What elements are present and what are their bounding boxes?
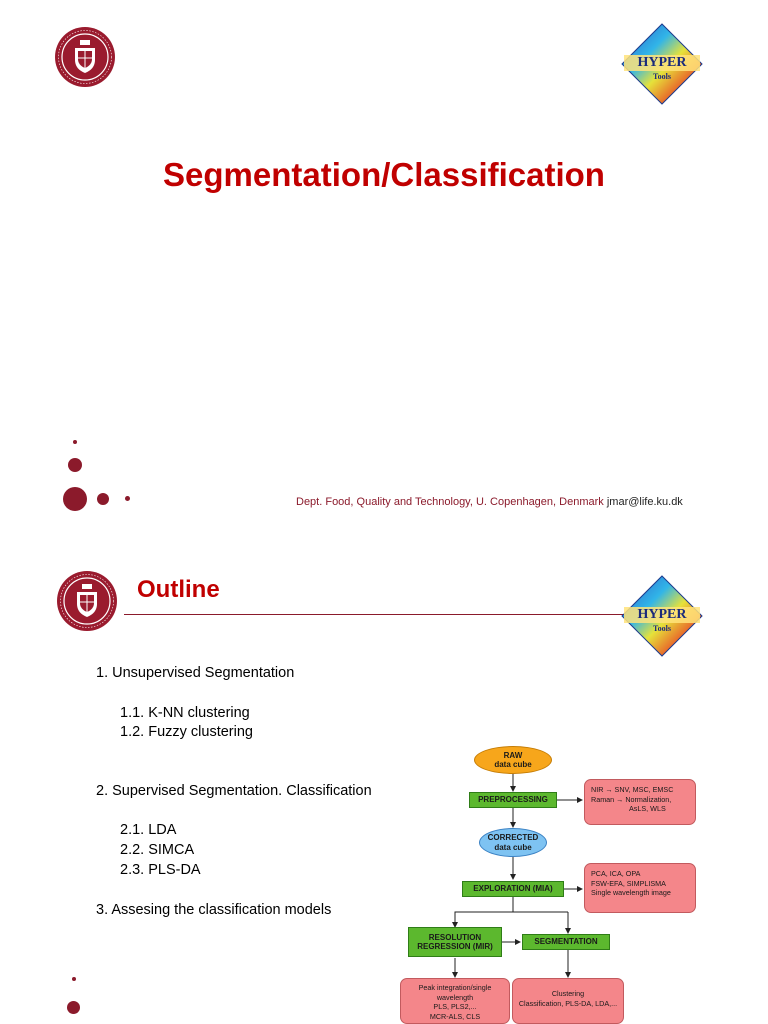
- flow-exploration: EXPLORATION (MIA): [462, 881, 564, 897]
- decor-dot: [125, 496, 130, 501]
- outline-item: 1.2. Fuzzy clustering: [120, 724, 253, 740]
- flow-raw-data-cube: RAW data cube: [474, 746, 552, 774]
- tools-logo-text: Tools: [653, 72, 671, 81]
- footer-department: Dept. Food, Quality and Technology, U. Copenhagen, Denmark: [296, 496, 604, 508]
- outline-item: 3. Assesing the classification models: [96, 902, 332, 918]
- hyper-tools-logo: [620, 22, 704, 106]
- decor-dot: [67, 1001, 80, 1014]
- decor-dot: [68, 458, 82, 472]
- slide-title: Segmentation/Classification: [163, 156, 605, 193]
- hyper-logo-text: HYPER: [637, 55, 687, 70]
- outline-slide: [0, 552, 768, 1024]
- flow-preprocessing: PREPROCESSING: [469, 792, 557, 808]
- decor-dot: [73, 440, 77, 444]
- flow-resolution-notes: Peak integration/single wavelength PLS, PLS2,... MCR-ALS, CLS: [400, 978, 510, 1024]
- slide-title: Outline: [137, 576, 220, 603]
- university-seal-icon: [54, 26, 116, 88]
- decor-dot: [97, 493, 109, 505]
- footer-email: jmar@life.ku.dk: [606, 496, 683, 508]
- tools-logo-text: Tools: [653, 624, 671, 633]
- flow-segmentation: SEGMENTATION: [522, 934, 610, 950]
- flow-preprocessing-notes: NIR → SNV, MSC, EMSC Raman → Normalization, AsLS, WLS: [584, 779, 696, 825]
- flow-exploration-notes: PCA, ICA, OPA FSW-EFA, SIMPLISMA Single wavelength image: [584, 863, 696, 913]
- outline-item: 2.2. SIMCA: [120, 842, 195, 858]
- outline-item: 1.1. K-NN clustering: [120, 705, 250, 721]
- slide-footer: [296, 496, 683, 508]
- outline-item: 2. Supervised Segmentation. Classification: [96, 783, 372, 799]
- outline-item: 2.1. LDA: [120, 822, 177, 838]
- decor-dot: [72, 977, 76, 981]
- flow-segmentation-notes: Clustering Classification, PLS-DA, LDA,...: [512, 978, 624, 1024]
- hyper-logo-text: HYPER: [637, 607, 687, 622]
- outline-item: 2.3. PLS-DA: [120, 862, 201, 878]
- flow-resolution-regression: RESOLUTION REGRESSION (MIR): [408, 927, 502, 957]
- decor-dot: [63, 487, 87, 511]
- flow-corrected-data-cube: CORRECTED data cube: [479, 828, 547, 857]
- outline-item: 1. Unsupervised Segmentation: [96, 665, 295, 681]
